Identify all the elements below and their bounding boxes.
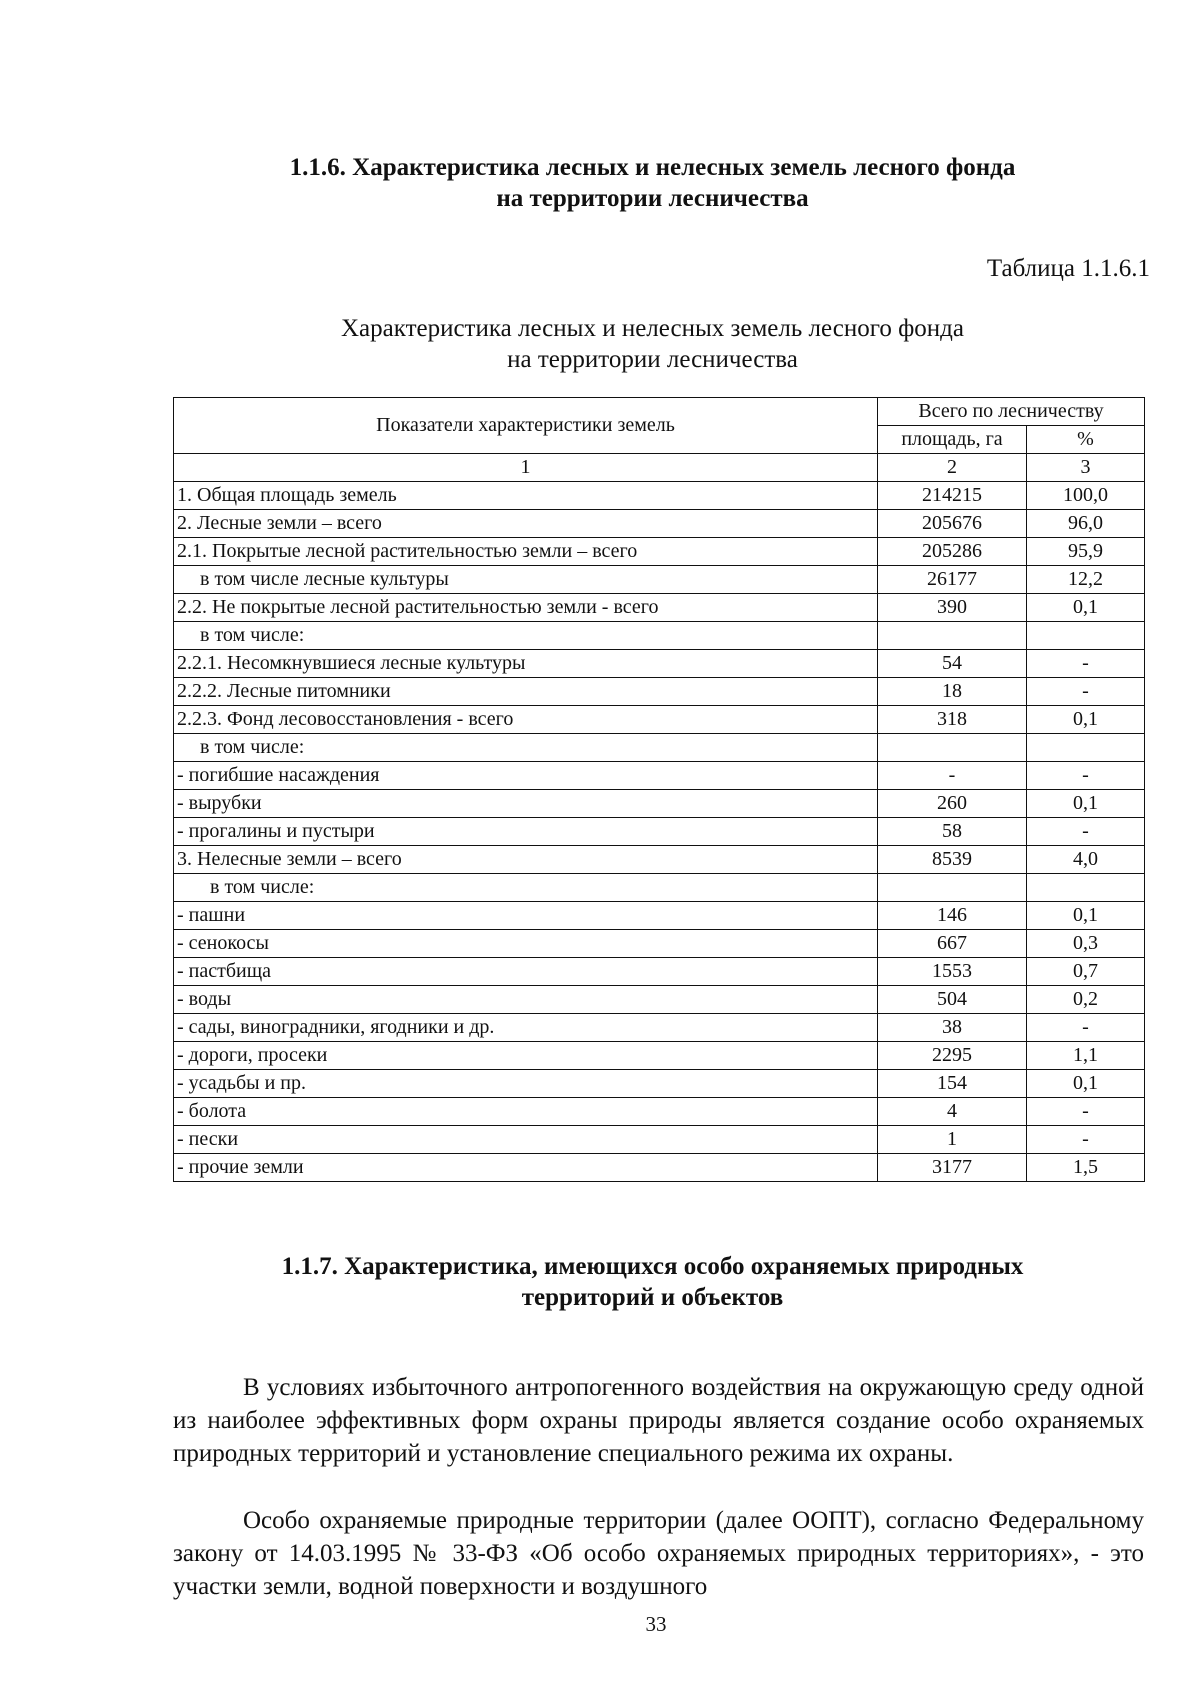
column-number: 2 <box>878 454 1027 482</box>
row-area: 318 <box>878 706 1027 734</box>
row-percent: 12,2 <box>1027 566 1145 594</box>
row-area: 214215 <box>878 482 1027 510</box>
row-percent: - <box>1027 678 1145 706</box>
table-row <box>174 930 1145 958</box>
header-indicator: Показатели характеристики земель <box>174 398 878 454</box>
table-row <box>174 1014 1145 1042</box>
row-percent: 100,0 <box>1027 482 1145 510</box>
row-percent: 0,1 <box>1027 1070 1145 1098</box>
section-heading-1-1-6 <box>175 152 1130 214</box>
row-area: 146 <box>878 902 1027 930</box>
row-label: 2. Лесные земли – всего <box>174 510 878 538</box>
row-area: 38 <box>878 1014 1027 1042</box>
row-area: 1553 <box>878 958 1027 986</box>
table-row <box>174 874 1145 902</box>
row-percent: - <box>1027 1098 1145 1126</box>
table-row <box>174 594 1145 622</box>
row-percent <box>1027 874 1145 902</box>
header-area: площадь, га <box>878 426 1027 454</box>
table-row <box>174 734 1145 762</box>
row-area: 667 <box>878 930 1027 958</box>
row-area: 390 <box>878 594 1027 622</box>
row-label: - болота <box>174 1098 878 1126</box>
table-row <box>174 762 1145 790</box>
row-area: 8539 <box>878 846 1027 874</box>
row-label: 2.1. Покрытые лесной растительностью земли – всего <box>174 538 878 566</box>
table-caption <box>175 313 1130 375</box>
row-label: - сады, виноградники, ягодники и др. <box>174 1014 878 1042</box>
header-total-group: Всего по лесничеству <box>878 398 1145 426</box>
row-percent <box>1027 622 1145 650</box>
row-label: - дороги, просеки <box>174 1042 878 1070</box>
section-heading-1-1-7 <box>175 1251 1130 1313</box>
table-row <box>174 846 1145 874</box>
column-number-row <box>174 454 1145 482</box>
table-caption-line: Характеристика лесных и нелесных земель лесного фонда <box>341 315 964 342</box>
row-label: - сенокосы <box>174 930 878 958</box>
row-area: 260 <box>878 790 1027 818</box>
row-area: 504 <box>878 986 1027 1014</box>
row-percent: 0,1 <box>1027 706 1145 734</box>
table-row <box>174 510 1145 538</box>
row-area: 154 <box>878 1070 1027 1098</box>
row-label: - пастбища <box>174 958 878 986</box>
row-percent: 1,5 <box>1027 1154 1145 1182</box>
row-percent: 0,7 <box>1027 958 1145 986</box>
row-area: 3177 <box>878 1154 1027 1182</box>
column-number: 1 <box>174 454 878 482</box>
row-label: в том числе: <box>174 622 878 650</box>
page-number: 33 <box>645 1612 667 1636</box>
row-percent: 1,1 <box>1027 1042 1145 1070</box>
row-area: 1 <box>878 1126 1027 1154</box>
row-label: 3. Нелесные земли – всего <box>174 846 878 874</box>
table-row <box>174 1098 1145 1126</box>
row-percent: 96,0 <box>1027 510 1145 538</box>
table-caption-line: на территории лесничества <box>507 346 798 373</box>
row-label: 2.2. Не покрытые лесной растительностью земли - всего <box>174 594 878 622</box>
row-area: 205286 <box>878 538 1027 566</box>
body-paragraph: Особо охраняемые природные территории (далее ООПТ), согласно Федеральному закону от 14.03.1995 № 33-ФЗ «Об особо охраняемых природных территориях», - это участки земли, водной поверхности и воздушного <box>173 1507 1144 1600</box>
row-percent: - <box>1027 650 1145 678</box>
row-percent: 0,3 <box>1027 930 1145 958</box>
table-row <box>174 482 1145 510</box>
table-header-row <box>174 398 1145 426</box>
row-area: 18 <box>878 678 1027 706</box>
row-percent: 95,9 <box>1027 538 1145 566</box>
row-percent: - <box>1027 1126 1145 1154</box>
row-label: - погибшие насаждения <box>174 762 878 790</box>
row-percent: 4,0 <box>1027 846 1145 874</box>
row-label: - усадьбы и пр. <box>174 1070 878 1098</box>
table-row <box>174 902 1145 930</box>
row-label: - воды <box>174 986 878 1014</box>
table-row <box>174 1126 1145 1154</box>
row-label: - пашни <box>174 902 878 930</box>
row-area: - <box>878 762 1027 790</box>
row-percent: 0,1 <box>1027 902 1145 930</box>
header-percent: % <box>1027 426 1145 454</box>
row-percent: 0,1 <box>1027 594 1145 622</box>
table-row <box>174 958 1145 986</box>
row-area: 58 <box>878 818 1027 846</box>
row-label: - прочие земли <box>174 1154 878 1182</box>
row-label: 2.2.1. Несомкнувшиеся лесные культуры <box>174 650 878 678</box>
row-label: - вырубки <box>174 790 878 818</box>
table-row <box>174 1042 1145 1070</box>
row-area: 54 <box>878 650 1027 678</box>
row-area: 205676 <box>878 510 1027 538</box>
table-row <box>174 706 1145 734</box>
row-area <box>878 874 1027 902</box>
row-percent: - <box>1027 1014 1145 1042</box>
table-number: Таблица 1.1.6.1 <box>986 255 1150 282</box>
section-heading-line: на территории лесничества <box>496 185 809 212</box>
row-percent: - <box>1027 762 1145 790</box>
row-area <box>878 734 1027 762</box>
body-paragraph: В условиях избыточного антропогенного воздействия на окружающую среду одной из наиболее эффективных форм охраны природы является создание особо охраняемых природных территорий и установление специального режима их охраны. <box>173 1374 1144 1467</box>
row-label: 2.2.3. Фонд лесовосстановления - всего <box>174 706 878 734</box>
row-percent: - <box>1027 818 1145 846</box>
table-row <box>174 986 1145 1014</box>
table-row <box>174 1070 1145 1098</box>
section-heading-line: 1.1.7. Характеристика, имеющихся особо охраняемых природных <box>281 1253 1024 1280</box>
row-area <box>878 622 1027 650</box>
row-area: 26177 <box>878 566 1027 594</box>
land-characteristics-table <box>173 397 1145 1182</box>
section-heading-line: территорий и объектов <box>521 1284 784 1311</box>
row-label: в том числе: <box>174 734 878 762</box>
table-row <box>174 566 1145 594</box>
row-percent: 0,2 <box>1027 986 1145 1014</box>
row-percent <box>1027 734 1145 762</box>
row-area: 2295 <box>878 1042 1027 1070</box>
row-label: - пески <box>174 1126 878 1154</box>
section-heading-line: 1.1.6. Характеристика лесных и нелесных земель лесного фонда <box>289 154 1016 181</box>
table-row <box>174 790 1145 818</box>
row-percent: 0,1 <box>1027 790 1145 818</box>
row-area: 4 <box>878 1098 1027 1126</box>
column-number: 3 <box>1027 454 1145 482</box>
table-row <box>174 650 1145 678</box>
table-row <box>174 622 1145 650</box>
table-row <box>174 818 1145 846</box>
row-label: в том числе лесные культуры <box>174 566 878 594</box>
row-label: - прогалины и пустыри <box>174 818 878 846</box>
table-row <box>174 538 1145 566</box>
row-label: 2.2.2. Лесные питомники <box>174 678 878 706</box>
table-row <box>174 678 1145 706</box>
row-label: 1. Общая площадь земель <box>174 482 878 510</box>
row-label: в том числе: <box>174 874 878 902</box>
table-row <box>174 1154 1145 1182</box>
